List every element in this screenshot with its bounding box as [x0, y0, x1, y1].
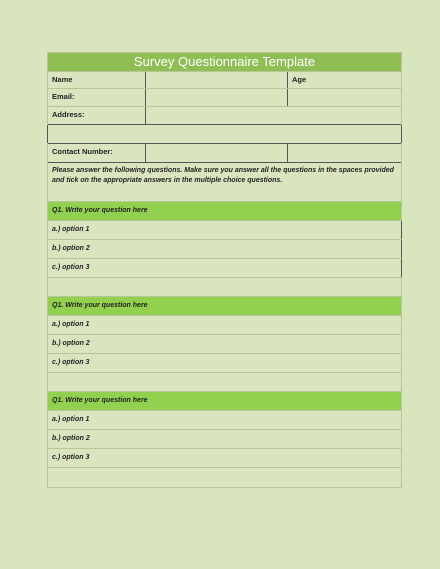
- question-3-option-a[interactable]: a.) option 1: [48, 411, 401, 430]
- question-3-option-b[interactable]: b.) option 2: [48, 430, 401, 449]
- name-row: [48, 72, 401, 89]
- instructions-row: [48, 163, 401, 202]
- contact-field-extra[interactable]: [287, 144, 401, 162]
- question-2-label: Q1. Write your question here: [48, 297, 401, 316]
- contact-row: [48, 144, 401, 163]
- email-row: [48, 89, 401, 107]
- email-field[interactable]: [145, 89, 287, 106]
- question-1-option-a[interactable]: a.) option 1: [48, 221, 401, 240]
- instructions-text: Please answer the following questions. Make sure you answer all the questions in the spaces provided and tick on the appropriate answers in the multiple choice questions.: [52, 167, 394, 184]
- row-divider: [401, 125, 402, 143]
- question-3-label: Q1. Write your question here: [48, 392, 401, 411]
- address-row: [48, 107, 401, 125]
- address-label: Address:: [52, 110, 85, 119]
- email-label: Email:: [52, 92, 75, 101]
- name-label: Name: [52, 75, 73, 84]
- question-1-spacer: [48, 278, 401, 297]
- address-line-2[interactable]: [48, 125, 401, 144]
- question-2-option-a[interactable]: a.) option 1: [48, 316, 401, 335]
- address-field[interactable]: [145, 107, 401, 124]
- name-field[interactable]: [145, 72, 287, 88]
- question-2-option-b[interactable]: b.) option 2: [48, 335, 401, 354]
- form-title: Survey Questionnaire Template: [48, 53, 401, 72]
- question-3-spacer: [48, 468, 401, 487]
- question-2-spacer: [48, 373, 401, 392]
- question-1-option-b[interactable]: b.) option 2: [48, 240, 401, 259]
- contact-field[interactable]: [145, 144, 287, 162]
- age-label: Age: [287, 72, 401, 88]
- question-1-option-c[interactable]: c.) option 3: [48, 259, 401, 278]
- contact-label: Contact Number:: [52, 147, 113, 156]
- question-3-option-c[interactable]: c.) option 3: [48, 449, 401, 468]
- survey-form: [47, 52, 402, 488]
- question-1-label: Q1. Write your question here: [48, 202, 401, 221]
- question-2-option-c[interactable]: c.) option 3: [48, 354, 401, 373]
- age-field[interactable]: [287, 89, 401, 106]
- row-divider: [47, 125, 48, 143]
